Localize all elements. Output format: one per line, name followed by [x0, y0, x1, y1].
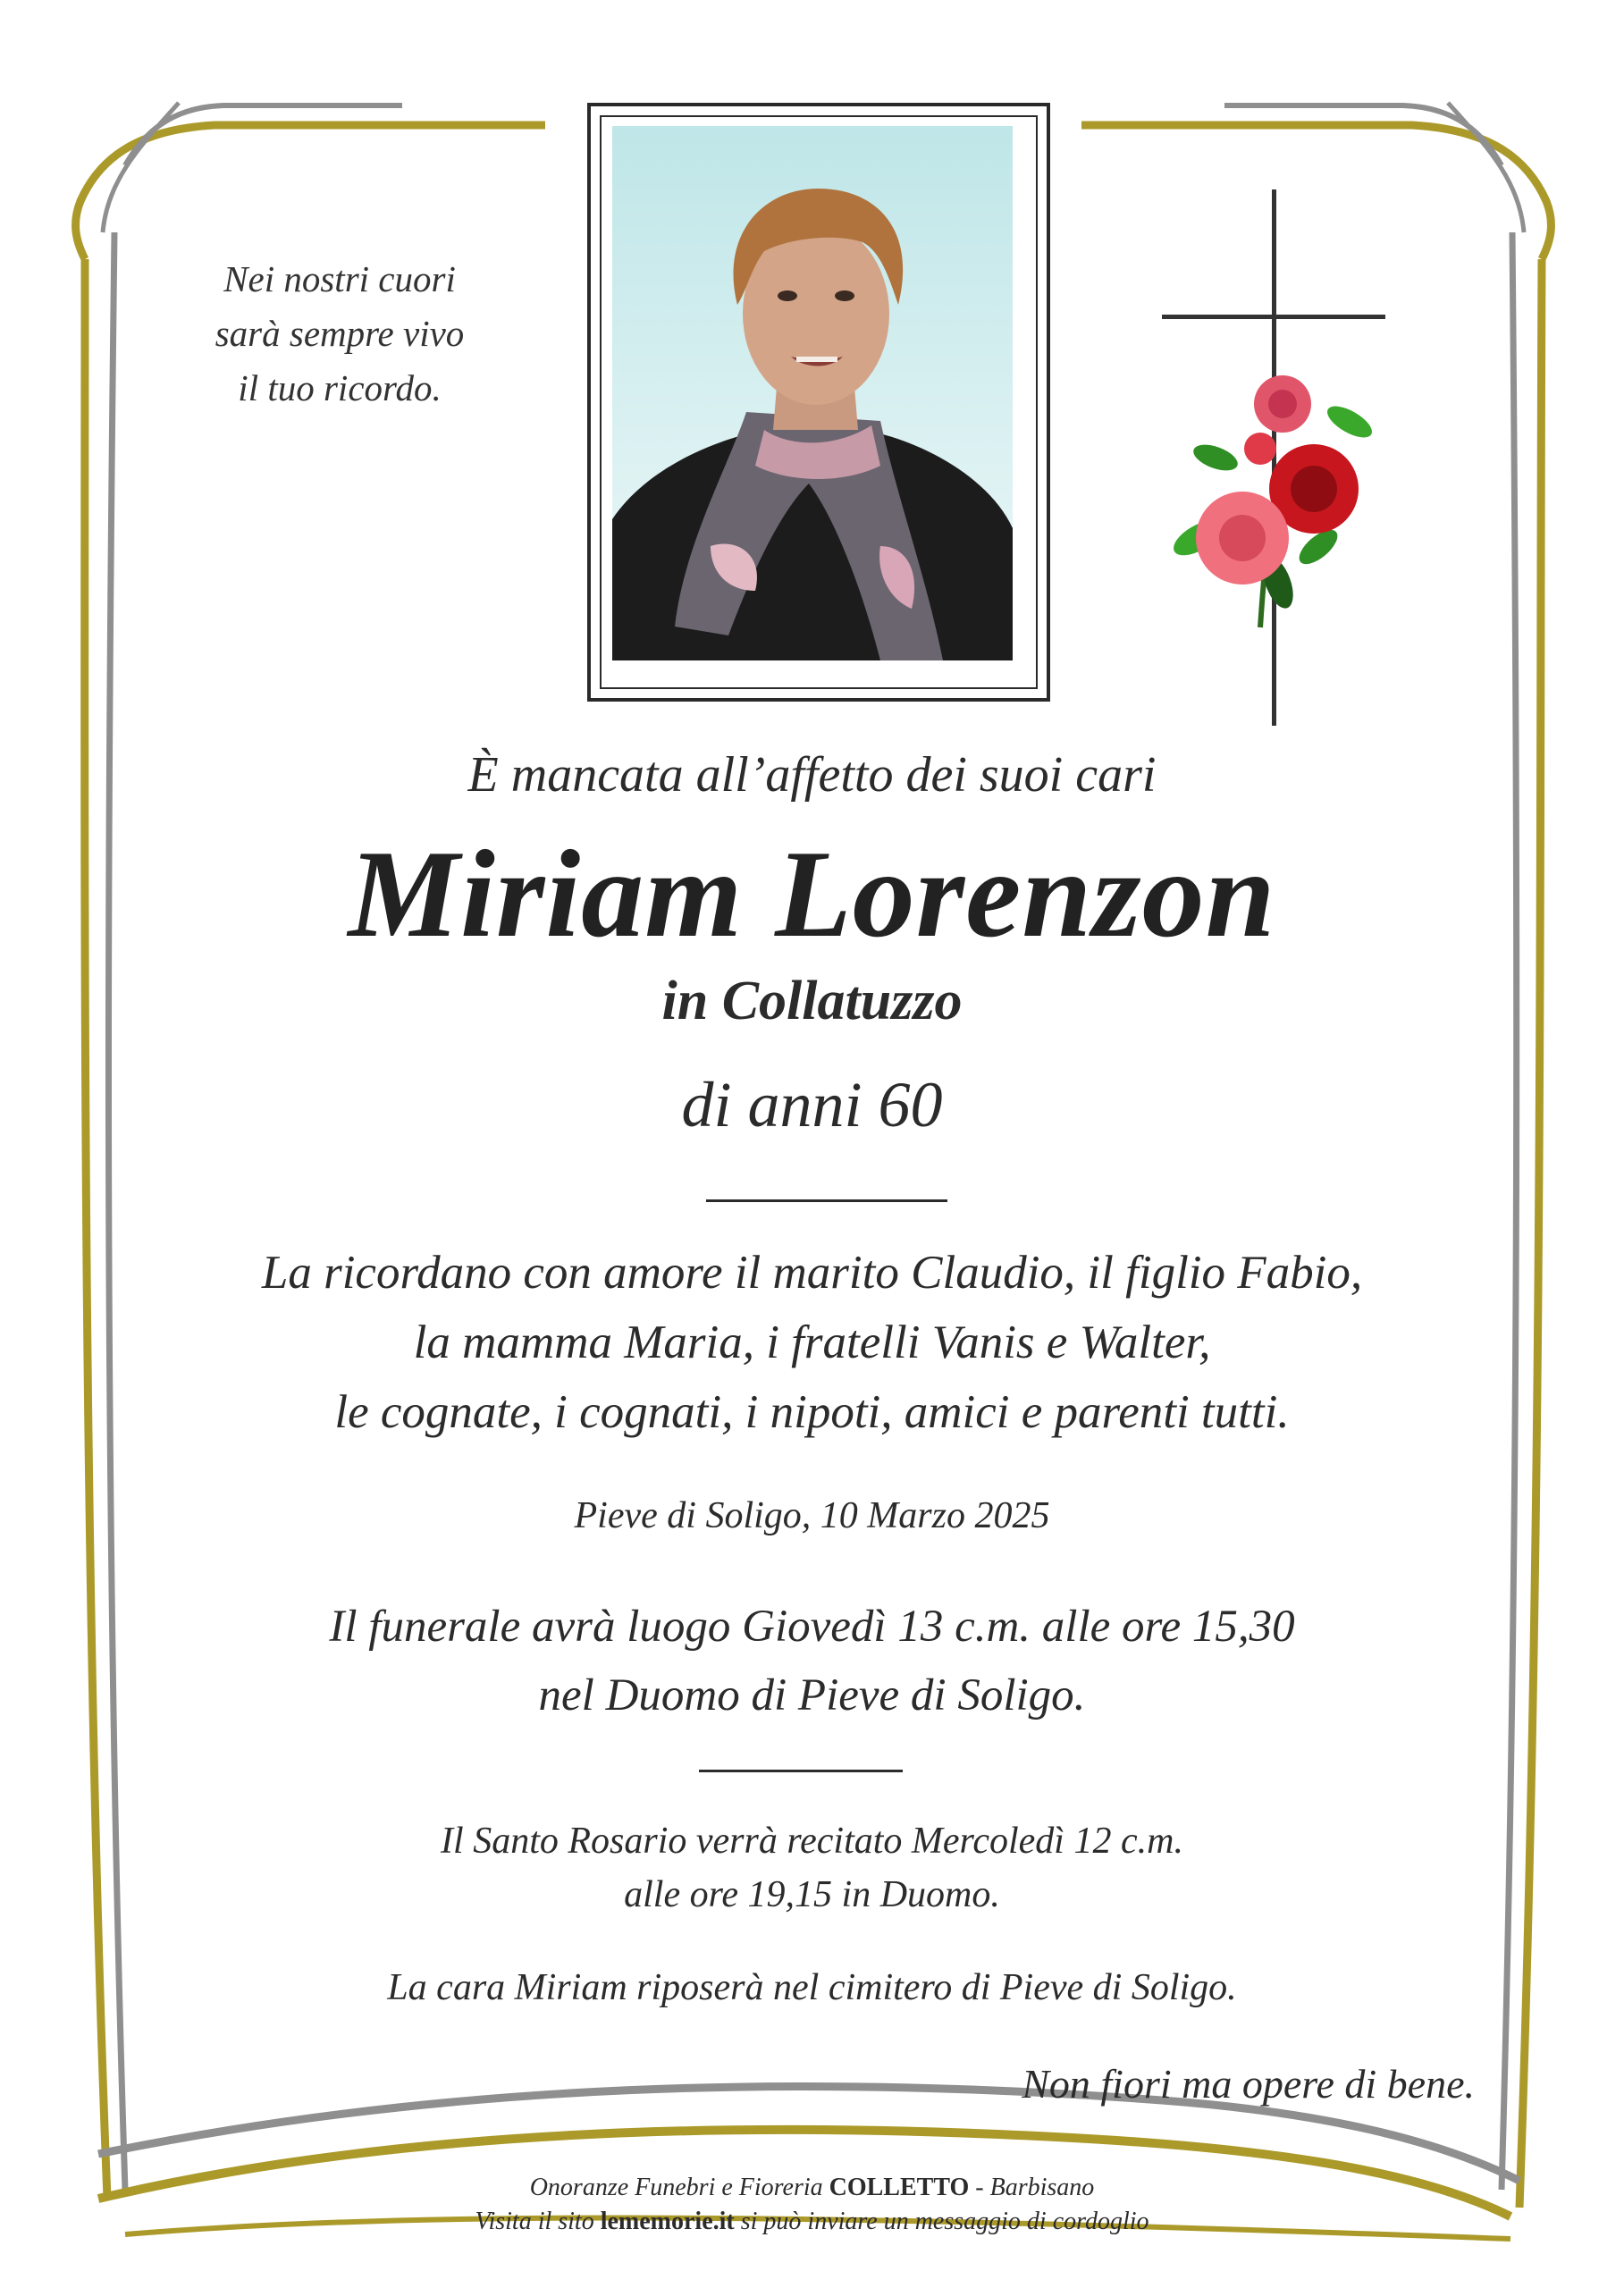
mourners-list [0, 1238, 1624, 1447]
no-flowers-note: Non fiori ma opere di bene. [1022, 2061, 1475, 2107]
mourners-line: la mamma Maria, i fratelli Vanis e Walter, [413, 1316, 1211, 1368]
portrait-frame [587, 103, 1050, 702]
motto-line: il tuo ricordo. [238, 367, 442, 408]
mourners-line: le cognate, i cognati, i nipoti, amici e parenti tutti. [334, 1386, 1290, 1438]
website-note [0, 2208, 1624, 2236]
funeral-info [0, 1593, 1624, 1730]
mourners-line: La ricordano con amore il marito Claudio, il figlio Fabio, [261, 1247, 1363, 1299]
cross-icon [1162, 189, 1385, 726]
married-name: in Collatuzzo [661, 971, 963, 1031]
funeral-home-name: COLLETTO [829, 2174, 970, 2201]
funeral-line: Il funerale avrà luogo Giovedì 13 c.m. alle ore 15,30 [329, 1602, 1295, 1652]
place-and-date: Pieve di Soligo, 10 Marzo 2025 [574, 1495, 1050, 1536]
website-link[interactable]: lememorie.it [600, 2208, 735, 2235]
footer-text: Visita il sito [475, 2208, 601, 2235]
deceased-name: Miriam Lorenzon [348, 825, 1276, 963]
divider [706, 1199, 947, 1202]
rosary-info [0, 1814, 1624, 1922]
deceased-age: di anni 60 [681, 1069, 943, 1140]
footer-text: si può inviare un messaggio di cordoglio [734, 2208, 1149, 2235]
footer-text: Onoranze Funebri e Fioreria [529, 2174, 829, 2201]
memorial-motto [161, 252, 518, 416]
footer-text: - Barbisano [969, 2174, 1095, 2201]
rosary-line: alle ore 19,15 in Duomo. [624, 1874, 1000, 1915]
announcement-intro: È mancata all’affetto dei suoi cari [467, 747, 1157, 803]
funeral-line: nel Duomo di Pieve di Soligo. [538, 1670, 1086, 1720]
rosary-line: Il Santo Rosario verrà recitato Mercoledì 12 c.m. [441, 1821, 1183, 1862]
portrait-photo [612, 126, 1013, 660]
motto-line: sarà sempre vivo [215, 313, 465, 354]
roses-icon [1168, 375, 1376, 627]
burial-info: La cara Miriam riposerà nel cimitero di Pieve di Soligo. [387, 1967, 1237, 2008]
funeral-home-credit [0, 2174, 1624, 2202]
divider [699, 1770, 903, 1772]
motto-line: Nei nostri cuori [223, 258, 456, 299]
